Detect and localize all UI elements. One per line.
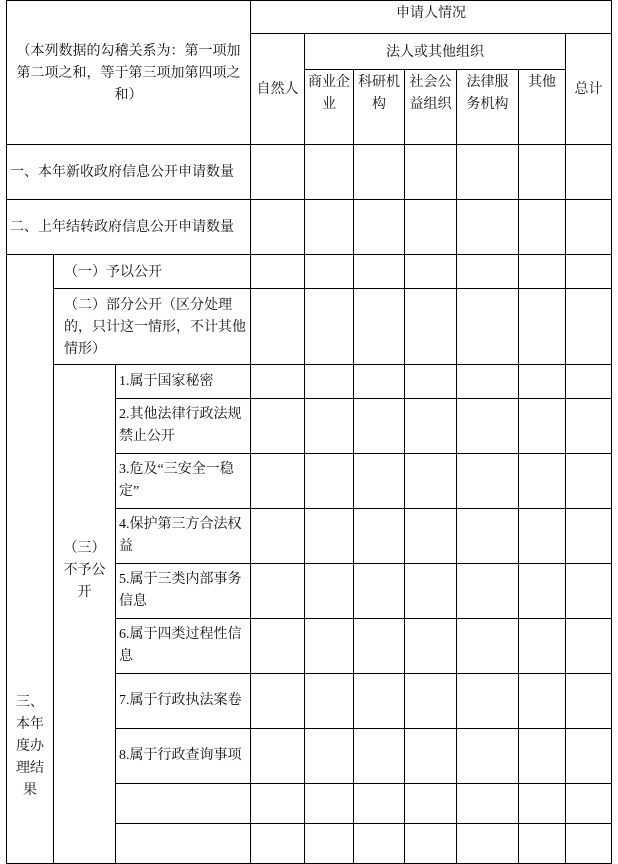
row-group-not-disclosed: （三）不予公开 xyxy=(54,365,116,864)
applicant-situation-header: 申请人情况 xyxy=(251,1,612,34)
table-row xyxy=(7,255,612,289)
natural-person-header: 自然人 xyxy=(251,34,305,145)
legal-service-header: 法律服务机构 xyxy=(457,70,519,145)
row-label-admin-inquiry: 8.属于行政查询事项 xyxy=(116,729,251,784)
row-label-third-party: 4.保护第三方合法权益 xyxy=(116,509,251,564)
table-row xyxy=(7,200,612,255)
row-group-results: 三、本年度办理结果 xyxy=(7,255,54,864)
social-welfare-header: 社会公益组织 xyxy=(405,70,457,145)
table-row xyxy=(7,145,612,200)
row-label-state-secret: 1.属于国家秘密 xyxy=(116,365,251,399)
document-page xyxy=(6,0,611,798)
research-header: 科研机构 xyxy=(354,70,405,145)
row-label-new-requests: 一、本年新收政府信息公开申请数量 xyxy=(7,145,251,200)
row-label-enforcement-files: 7.属于行政执法案卷 xyxy=(116,674,251,729)
commercial-header: 商业企业 xyxy=(305,70,354,145)
row-label-carried-over: 二、上年结转政府信息公开申请数量 xyxy=(7,200,251,255)
total-header: 总计 xyxy=(566,34,612,145)
table-row xyxy=(7,365,612,399)
table-row xyxy=(7,289,612,365)
row-label-partially-disclosed: （二）部分公开（区分处理的，只计这一情形，不计其他情形） xyxy=(54,289,251,365)
row-label-internal-affairs: 5.属于三类内部事务信息 xyxy=(116,564,251,619)
row-label-three-security: 3.危及“三安全一稳定” xyxy=(116,454,251,509)
column-note: （本列数据的勾稽关系为：第一项加第二项之和，等于第三项加第四项之和） xyxy=(7,1,251,145)
statistics-table xyxy=(6,0,612,864)
other-header: 其他 xyxy=(519,70,566,145)
row-label-disclosed: （一）予以公开 xyxy=(54,255,251,289)
legal-or-other-header: 法人或其他组织 xyxy=(305,34,566,70)
row-label-law-prohibited: 2.其他法律行政法规禁止公开 xyxy=(116,399,251,454)
row-label-process-info: 6.属于四类过程性信息 xyxy=(116,619,251,674)
